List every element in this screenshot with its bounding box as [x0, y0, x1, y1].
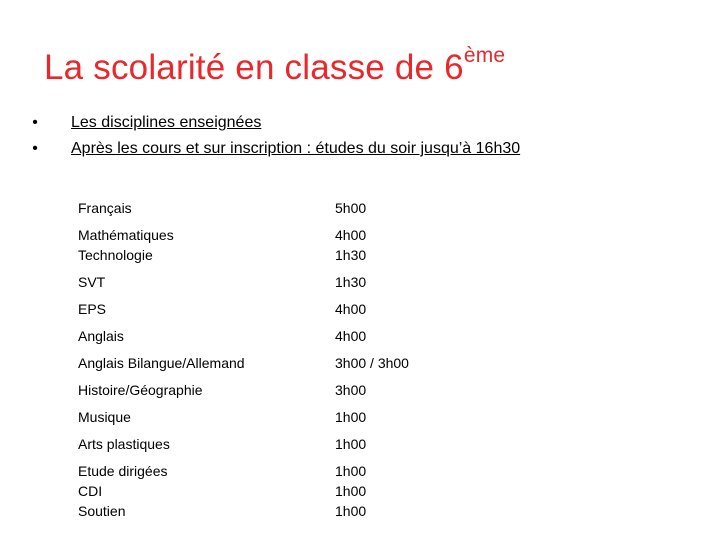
bullet-dot-icon: •: [32, 140, 38, 157]
subject-cell: SVT: [78, 274, 106, 290]
title-superscript: ème: [463, 44, 506, 68]
bullet-item: [28, 110, 520, 136]
bullet-list: [28, 110, 520, 162]
subject-cell: Mathématiques Technologie: [78, 227, 174, 263]
hours-cell: 5h00: [335, 200, 367, 216]
hours-cell: 3h00: [335, 382, 367, 398]
table-row: [78, 225, 538, 265]
hours-cell: 1h00 1h00 1h00: [335, 463, 367, 519]
bullet-item: [28, 136, 520, 162]
subject-cell: EPS: [78, 301, 107, 317]
hours-cell: 4h00: [335, 328, 367, 344]
table-row: [78, 461, 538, 521]
slide-title: [44, 44, 505, 92]
title-main: La scolarité en classe de 6: [44, 48, 464, 87]
table-row: [78, 434, 538, 454]
subject-cell: Anglais Bilangue/Allemand: [78, 355, 245, 371]
table-row: [78, 380, 538, 400]
subject-cell: Anglais: [78, 328, 124, 344]
subject-cell: Arts plastiques: [78, 436, 170, 452]
table-row: [78, 407, 538, 427]
bullet-text: Après les cours et sur inscription : études du soir jusqu’à 16h30: [71, 140, 521, 157]
subject-cell: Français: [78, 200, 132, 216]
bullet-dot-icon: •: [32, 114, 38, 131]
table-row: [78, 272, 538, 292]
table-row: [78, 198, 538, 218]
subject-cell: Musique: [78, 409, 131, 425]
hours-cell: 1h00: [335, 409, 367, 425]
table-row: [78, 326, 538, 346]
hours-cell: 4h00: [335, 301, 367, 317]
hours-cell: 1h30: [335, 274, 367, 290]
subject-cell: Etude dirigées CDI Soutien: [78, 463, 168, 519]
hours-cell: 1h00: [335, 436, 367, 452]
bullet-text: Les disciplines enseignées: [71, 114, 262, 131]
subject-cell: Histoire/Géographie: [78, 382, 203, 398]
table-row: [78, 353, 538, 373]
hours-cell: 4h00 1h30: [335, 227, 367, 263]
table-row: [78, 299, 538, 319]
hours-cell: 3h00 / 3h00: [335, 355, 409, 371]
hours-table: [78, 198, 538, 528]
